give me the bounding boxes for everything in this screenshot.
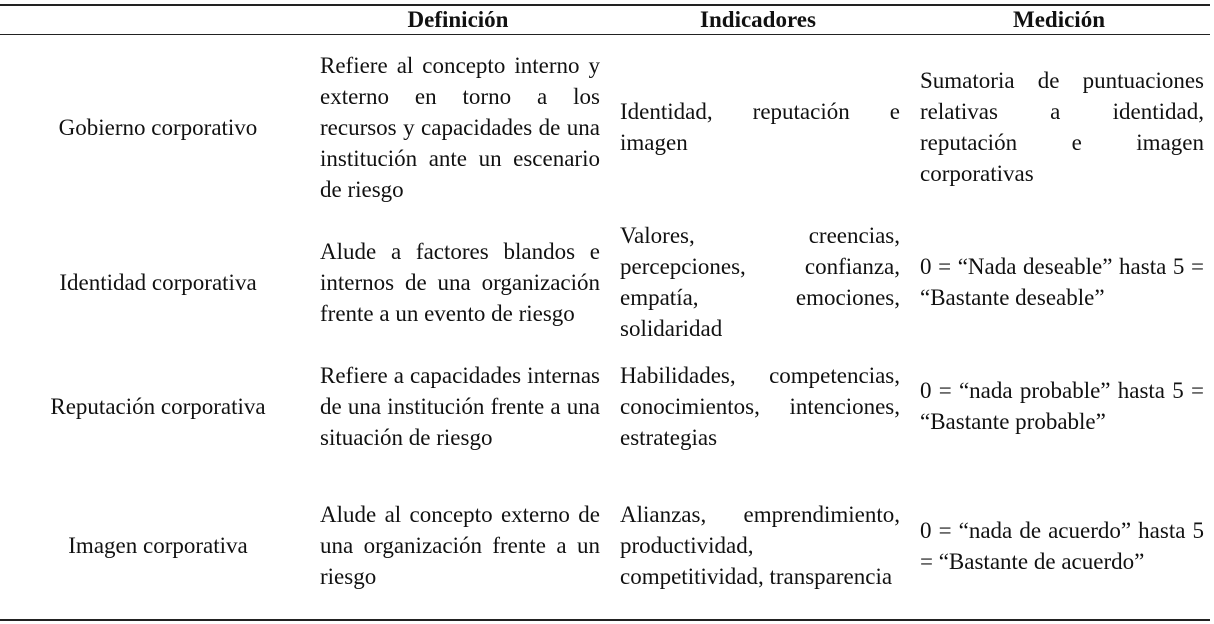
row-measurement: Sumatoria de puntuaciones relativas a identidad, reputación e imagen corporativas [920, 68, 1204, 186]
row-concept: Identidad corporativa [59, 269, 257, 295]
row-concept: Reputación corporativa [50, 393, 266, 419]
table-row [0, 220, 1210, 344]
row-definition: Alude al concepto externo de una organización frente a un riesgo [320, 502, 600, 589]
row-definition: Refiere a capacidades internas de una institución frente a una situación de riesgo [320, 362, 600, 450]
table-row [0, 344, 1210, 468]
row-indicators: Identidad, reputación e imagen [620, 99, 900, 155]
row-indicators: Alianzas, emprendimiento, productividad, competitividad, transparencia [620, 502, 900, 589]
row-measurement: 0 = “nada de acuerdo” hasta 5 = “Bastante de acuerdo” [920, 517, 1204, 574]
header-definition: Definición [407, 7, 509, 32]
row-concept: Imagen corporativa [68, 533, 248, 558]
row-definition: Refiere al concepto interno y externo en torno a los recursos y capacidades de una institución ante un escenario de riesgo [320, 52, 600, 202]
row-definition: Alude a factores blandos e internos de una organización frente a un evento de riesgo [320, 238, 600, 326]
table-header-row [0, 6, 1210, 34]
table-row [0, 34, 1210, 220]
row-measurement: 0 = “nada probable” hasta 5 = “Bastante probable” [920, 378, 1204, 434]
header-indicators: Indicadores [700, 7, 816, 32]
row-concept: Gobierno corporativo [58, 114, 258, 140]
header-concept [0, 6, 308, 34]
operationalization-table [0, 6, 1210, 623]
row-measurement: 0 = “Nada deseable” hasta 5 = “Bastante deseable” [920, 254, 1204, 310]
row-indicators: Habilidades, competencias, conocimientos, intenciones, estrategias [620, 362, 900, 450]
table-row [0, 468, 1210, 623]
row-indicators: Valores, creencias, percepciones, confianza, empatía, emociones, solidaridad [620, 223, 900, 341]
header-measurement: Medición [1013, 7, 1105, 32]
